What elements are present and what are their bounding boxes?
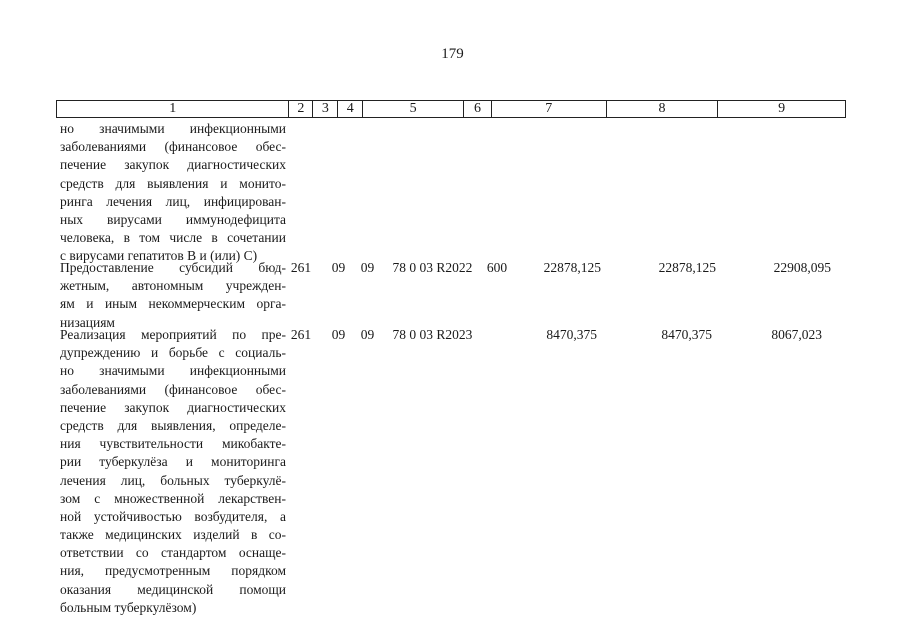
description-line: печение закупок диагностических: [60, 399, 286, 415]
description-line: ных вирусами иммунодефицита: [60, 211, 286, 227]
cell-section: 09: [331, 260, 346, 275]
header-col-8: 8: [607, 101, 719, 117]
description-line: дупреждению и борьбе с социаль-: [60, 345, 286, 361]
header-col-5: 5: [363, 101, 464, 117]
header-col-4: 4: [338, 101, 363, 117]
cell-section: 09: [331, 327, 346, 342]
description-line: человека, в том числе в сочетании: [60, 230, 286, 246]
description-line: также медицинских изделий в со-: [60, 527, 286, 543]
table-row-description: [60, 120, 286, 266]
table-row-description: [60, 326, 286, 617]
description-line: ния чувствительности микобакте-: [60, 436, 286, 452]
description-line: жетным, автономным учрежден-: [60, 278, 286, 294]
description-line: печение закупок диагностических: [60, 157, 286, 173]
description-line: ния, предусмотренным порядком: [60, 563, 286, 579]
description-line: лечения лиц, больных туберкулё-: [60, 472, 286, 488]
description-line: Реализация мероприятий по пре-: [60, 327, 286, 342]
header-col-1: 1: [57, 101, 289, 117]
cell-amount-col8: 8470,375: [661, 327, 712, 342]
header-col-2: 2: [289, 101, 313, 117]
header-col-9: 9: [778, 101, 786, 116]
cell-target-article: 78 0 03 R2023: [392, 327, 473, 342]
description-line: ной устойчивостью возбудителя, а: [60, 508, 286, 524]
cell-amount-col9: 22908,095: [773, 260, 831, 275]
description-line: но значимыми инфекционными: [60, 363, 286, 379]
header-col-6: 6: [464, 101, 492, 117]
description-line: ринга лечения лиц, инфицирован-: [60, 193, 286, 209]
cell-amount-col7: 8470,375: [546, 327, 597, 342]
description-line: зом с множественной лекарствен-: [60, 490, 286, 506]
cell-amount-col9: 8067,023: [771, 327, 822, 342]
cell-amount-col7: 22878,125: [543, 260, 601, 275]
cell-ministry-code: 261: [290, 327, 312, 342]
page-number: 179: [441, 46, 464, 62]
description-line: с вирусами гепатитов В и (или) С): [60, 248, 258, 264]
description-line: средств для выявления, определе-: [60, 417, 286, 433]
cell-target-article: 78 0 03 R2022: [392, 260, 473, 275]
header-col-3: 3: [313, 101, 338, 117]
table-row-description: [60, 259, 286, 332]
cell-subsection: 09: [360, 327, 375, 342]
description-line: но значимыми инфекционными: [60, 121, 286, 136]
description-line: заболеваниями (финансовое обес-: [60, 381, 286, 397]
description-line: средств для выявления и монито-: [60, 175, 286, 191]
description-line: рии туберкулёза и мониторинга: [60, 454, 286, 470]
description-line: оказания медицинской помощи: [60, 581, 286, 597]
table-header-row: [56, 100, 846, 118]
description-line: низациям: [60, 314, 115, 330]
header-col-7: 7: [492, 101, 607, 117]
description-line: ответствии со стандартом оснаще-: [60, 545, 286, 561]
cell-subsection: 09: [360, 260, 375, 275]
description-line: ям и иным некоммерческим орга-: [60, 296, 286, 312]
cell-amount-col8: 22878,125: [658, 260, 716, 275]
description-line: больным туберкулёзом): [60, 599, 197, 615]
description-line: Предоставление субсидий бюд-: [60, 260, 286, 275]
description-line: заболеваниями (финансовое обес-: [60, 139, 286, 155]
cell-expense-type: 600: [486, 260, 508, 275]
cell-ministry-code: 261: [290, 260, 312, 275]
